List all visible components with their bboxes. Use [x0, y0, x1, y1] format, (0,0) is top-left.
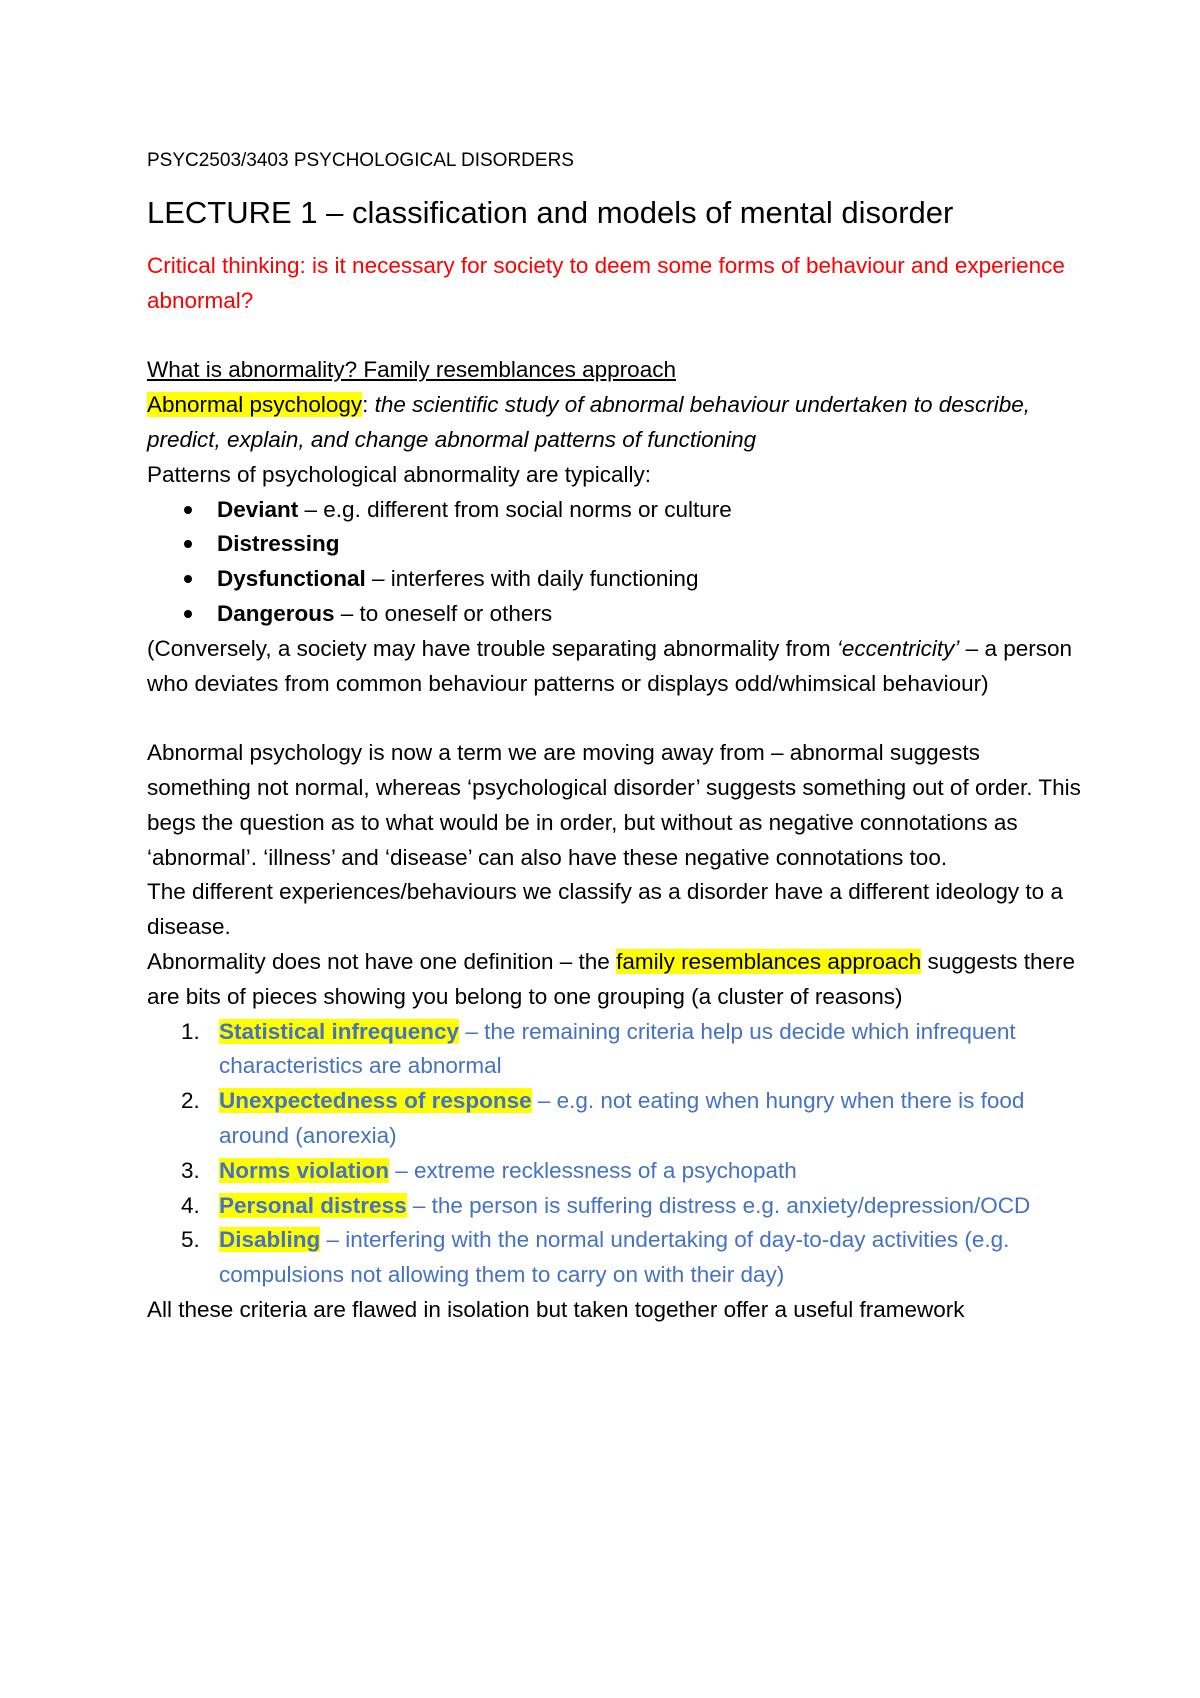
critical-thinking-question: Critical thinking: is it necessary for society to deem some forms of behaviour and experience abnormal? — [147, 253, 1065, 313]
list-item — [217, 527, 1087, 562]
family-resemblances-highlight: family resemblances approach — [616, 948, 922, 974]
patterns-intro: Patterns of psychological abnormality are typically: — [147, 461, 651, 487]
definition-term: Abnormal psychology — [147, 392, 363, 418]
criteria-list — [147, 1015, 1087, 1293]
criterion-text: – e.g. not eating when hungry when there is food around (anorexia) — [219, 1088, 1025, 1148]
criterion-text: – the person is suffering distress e.g. anxiety/depression/OCD — [406, 1192, 1031, 1218]
para3-before: Abnormality does not have one definition – the — [147, 948, 617, 974]
list-item — [181, 1015, 1087, 1085]
criterion-term: Disabling — [219, 1227, 321, 1253]
spacer — [147, 319, 1087, 354]
pattern-term: Distressing — [217, 531, 340, 557]
criterion-term: Personal distress — [219, 1192, 407, 1218]
lecture-title: LECTURE 1 – classification and models of mental disorder — [147, 195, 954, 230]
list-item — [217, 597, 1087, 632]
list-item — [217, 493, 1087, 528]
definition-sep: : — [362, 392, 375, 418]
pattern-term: Deviant — [217, 496, 299, 522]
section-heading: What is abnormality? Family resemblances approach — [147, 357, 676, 383]
eccentricity-paragraph — [147, 632, 1087, 702]
document-content — [147, 148, 1087, 1328]
definition-text: the scientific study of abnormal behaviour undertaken to describe, predict, explain, and change abnormal patterns of functioning — [147, 392, 1031, 452]
patterns-list — [147, 493, 1087, 632]
bullet-icon — [184, 575, 192, 583]
conclusion-paragraph: All these criteria are flawed in isolation but taken together offer a useful framework — [147, 1296, 965, 1322]
criterion-number: 3. — [181, 1157, 200, 1183]
pattern-text: – interferes with daily functioning — [365, 566, 699, 592]
paragraph-family-resemblances — [147, 945, 1087, 1015]
pattern-term: Dangerous — [217, 600, 335, 626]
criterion-number: 1. — [181, 1018, 200, 1044]
criterion-number: 5. — [181, 1227, 200, 1253]
list-item — [181, 1223, 1087, 1293]
bullet-icon — [184, 540, 192, 548]
spacer — [147, 701, 1087, 736]
eccentricity-term: ‘eccentricity’ — [836, 635, 960, 661]
pattern-text: – to oneself or others — [334, 600, 553, 626]
eccentricity-before: (Conversely, a society may have trouble separating abnormality from — [147, 635, 837, 661]
list-item — [217, 562, 1087, 597]
bullet-icon — [184, 506, 192, 514]
criterion-text: – extreme recklessness of a psychopath — [389, 1157, 797, 1183]
pattern-text: – e.g. different from social norms or culture — [298, 496, 732, 522]
paragraph-moving-away: Abnormal psychology is now a term we are moving away from – abnormal suggests something not normal, whereas ‘psychological disorder’ suggests something out of order. This begs the question as to what would be in order, but without as negative connotations as ‘abnormal’. ‘illness’ and ‘disease’ can also have these negative connotations too. — [147, 740, 1081, 870]
criterion-term: Statistical infrequency — [219, 1018, 460, 1044]
list-item — [181, 1189, 1087, 1224]
definition-paragraph — [147, 388, 1087, 458]
criterion-text: – the remaining criteria help us decide which infrequent characteristics are abnormal — [219, 1018, 1016, 1079]
pattern-term: Dysfunctional — [217, 566, 366, 592]
paragraph-ideology: The different experiences/behaviours we classify as a disorder have a different ideology to a disease. — [147, 879, 1063, 940]
criterion-number: 2. — [181, 1088, 200, 1114]
criterion-text: – interfering with the normal undertaking of day-to-day activities (e.g. compulsions not allowing them to carry on with their day) — [219, 1227, 1010, 1288]
list-item — [181, 1154, 1087, 1189]
eccentricity-after: – a person who deviates from common behaviour patterns or displays odd/whimsical behaviour) — [147, 635, 1072, 696]
bullet-icon — [184, 610, 192, 618]
para3-after: suggests there are bits of pieces showing you belong to one grouping (a cluster of reasons) — [147, 948, 1076, 1009]
criterion-term: Norms violation — [219, 1157, 390, 1183]
criterion-term: Unexpectedness of response — [219, 1088, 532, 1114]
criterion-number: 4. — [181, 1192, 200, 1218]
course-title: PSYC2503/3403 PSYCHOLOGICAL DISORDERS — [147, 150, 574, 171]
list-item — [181, 1084, 1087, 1154]
